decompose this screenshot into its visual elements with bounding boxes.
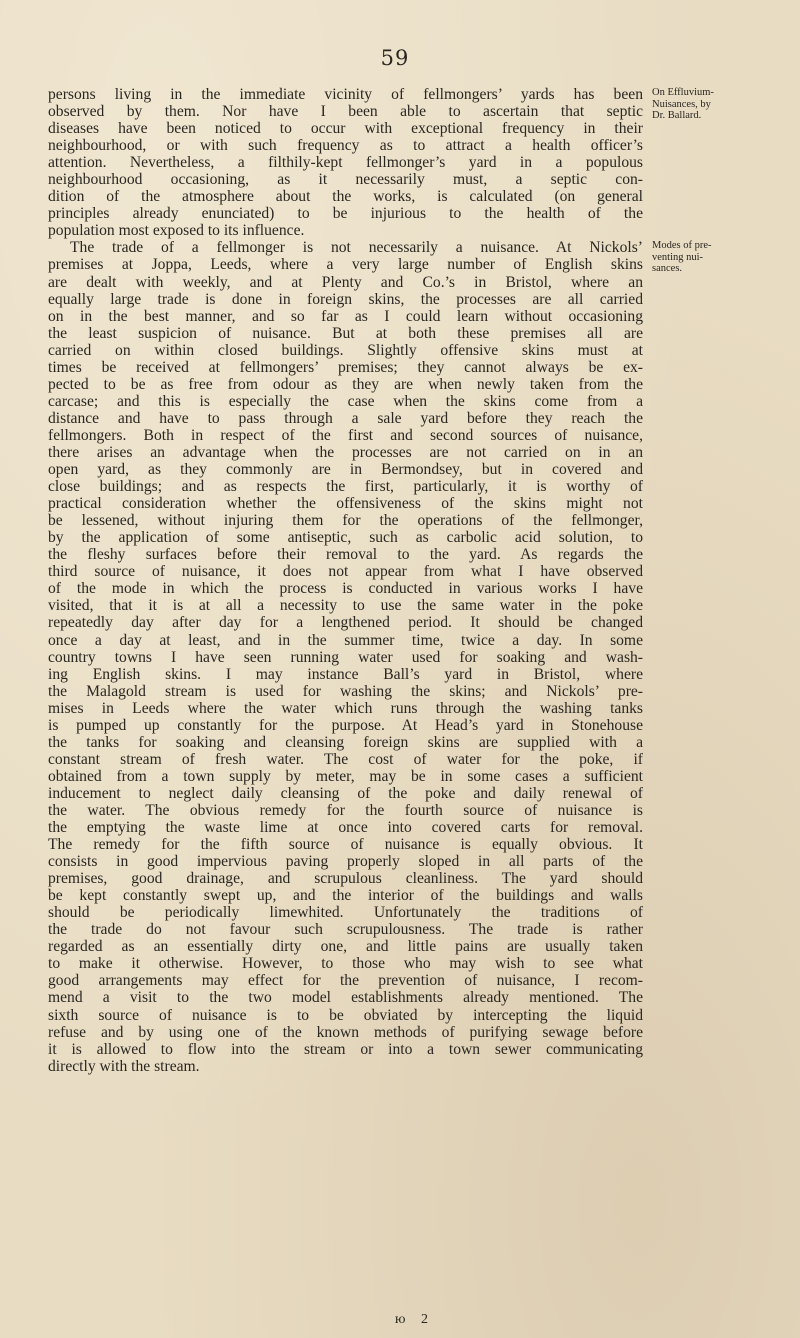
- text-line: regarded as an essentially dirty one, and little pains are usually taken: [48, 938, 643, 956]
- margin-note-line: venting nui-: [652, 251, 704, 263]
- text-line: premises at Joppa, Leeds, where a very large number of English skins: [48, 256, 643, 274]
- text-line: the trade do not favour such scrupulousness. The trade is rather: [48, 921, 643, 939]
- margin-note-line: Dr. Ballard.: [652, 110, 702, 121]
- text-line: neighbourhood, or with such frequency as to attract a health officer’s: [48, 137, 643, 155]
- text-line: neighbourhood occasioning, as it necessarily must, a septic con-: [48, 171, 643, 189]
- text-line: the Malagold stream is used for washing the skins; and Nickols’ pre-: [48, 682, 643, 700]
- text-line: diseases have been noticed to occur with exceptional frequency in their: [48, 120, 643, 138]
- margin-note-line: Modes of pre-: [652, 240, 712, 251]
- page-number: 59: [380, 46, 410, 70]
- signature-mark: ю 2: [395, 1312, 434, 1327]
- margin-note-line: On Effluvium-: [652, 87, 714, 98]
- text-line: country towns I have seen running water used for soaking and wash-: [48, 648, 643, 666]
- text-line: be kept constantly swept up, and the interior of the buildings and walls: [48, 887, 643, 905]
- body-text: [48, 86, 643, 1075]
- text-line: attention. Nevertheless, a filthily-kept fellmonger’s yard in a populous: [48, 154, 643, 172]
- text-line: ing English skins. I may instance Ball’s yard in Bristol, where: [48, 665, 643, 683]
- text-line: to make it otherwise. However, to those who may wish to see what: [48, 955, 643, 973]
- text-line: visited, that it is at all a necessity to use the same water in the poke: [48, 597, 643, 615]
- text-line: third source of nuisance, it does not appear from what I have observed: [48, 563, 643, 581]
- text-line: mend a visit to the two model establishments already mentioned. The: [48, 989, 643, 1007]
- text-line: persons living in the immediate vicinity of fellmongers’ yards has been: [48, 86, 643, 103]
- text-line: refuse and by using one of the known methods of purifying sewage before: [48, 1023, 643, 1041]
- text-line: open yard, as they commonly are in Bermondsey, but in covered and: [48, 461, 643, 479]
- margin-note-modes: [652, 240, 748, 275]
- text-line: there arises an advantage when the processes are not carried on in an: [48, 443, 643, 461]
- text-line: obtained from a town supply by meter, may be in some cases a sufficient: [48, 767, 643, 785]
- text-line: consists in good impervious paving properly sloped in all parts of the: [48, 853, 643, 871]
- margin-note-line: Nuisances, by: [652, 98, 711, 110]
- text-line: pected to be as free from odour as they are when newly taken from the: [48, 375, 643, 393]
- text-line: inducement to neglect daily cleansing of the poke and daily renewal of: [48, 784, 643, 802]
- text-line: The trade of a fellmonger is not necessarily a nuisance. At Nickols’: [70, 239, 643, 257]
- text-line: is pumped up constantly for the purpose. At Head’s yard in Stonehouse: [48, 716, 643, 734]
- text-line: fellmongers. Both in respect of the first and second sources of nuisance,: [48, 426, 643, 444]
- text-line: principles already enunciated) to be injurious to the health of the: [48, 205, 643, 223]
- text-line: the least suspicion of nuisance. But at both these premises all are: [48, 324, 643, 342]
- text-line: be lessened, without injuring them for the operations of the fellmonger,: [48, 512, 643, 530]
- text-line: distance and have to pass through a sale yard before they reach the: [48, 409, 643, 427]
- text-line: of the mode in which the process is conducted in various works I have: [48, 580, 643, 598]
- text-line: times be received at fellmongers’ premises; they cannot always be ex-: [48, 358, 643, 376]
- text-line: The remedy for the fifth source of nuisance is equally obvious. It: [48, 836, 643, 854]
- text-line: carried on within closed buildings. Slightly offensive skins must at: [48, 341, 643, 359]
- text-line: mises in Leeds where the water which runs through the washing tanks: [48, 699, 643, 717]
- text-line: repeatedly day after day for a lengthened period. It should be changed: [48, 614, 643, 632]
- text-line: directly with the stream.: [48, 1057, 200, 1075]
- text-line: sixth source of nuisance is to be obviated by intercepting the liquid: [48, 1006, 643, 1024]
- text-line: the tanks for soaking and cleansing foreign skins are supplied with a: [48, 733, 643, 751]
- text-line: practical consideration whether the offensiveness of the skins might not: [48, 495, 643, 513]
- text-line: population most exposed to its influence.: [48, 222, 305, 240]
- text-line: constant stream of fresh water. The cost of water for the poke, if: [48, 750, 643, 768]
- text-line: are dealt with weekly, and at Plenty and Co.’s in Bristol, where an: [48, 273, 643, 291]
- text-line: observed by them. Nor have I been able to ascertain that septic: [48, 103, 643, 121]
- text-line: the fleshy surfaces before their removal to the yard. As regards the: [48, 546, 643, 564]
- text-line: should be periodically limewhited. Unfortunately the traditions of: [48, 904, 643, 922]
- text-line: good arrangements may effect for the prevention of nuisance, I recom-: [48, 972, 643, 990]
- text-line: dition of the atmosphere about the works, is calculated (on general: [48, 188, 643, 206]
- text-line: by the application of some antiseptic, such as carbolic acid solution, to: [48, 529, 643, 547]
- text-line: premises, good drainage, and scrupulous cleanliness. The yard should: [48, 870, 643, 888]
- text-line: on in the best manner, and so far as I could learn without occasioning: [48, 307, 643, 325]
- text-line: the water. The obvious remedy for the fourth source of nuisance is: [48, 801, 643, 819]
- text-line: equally large trade is done in foreign skins, the processes are all carried: [48, 290, 643, 308]
- text-line: once a day at least, and in the summer time, twice a day. In some: [48, 631, 643, 649]
- text-line: carcase; and this is especially the case when the skins come from a: [48, 392, 643, 410]
- text-line: the emptying the waste lime at once into covered carts for removal.: [48, 819, 643, 837]
- margin-note-effluvium: [652, 87, 748, 122]
- margin-note-line: sances.: [652, 263, 683, 274]
- text-line: close buildings; and as respects the first, particularly, it is worthy of: [48, 478, 643, 496]
- text-line: it is allowed to flow into the stream or into a town sewer communicating: [48, 1040, 643, 1058]
